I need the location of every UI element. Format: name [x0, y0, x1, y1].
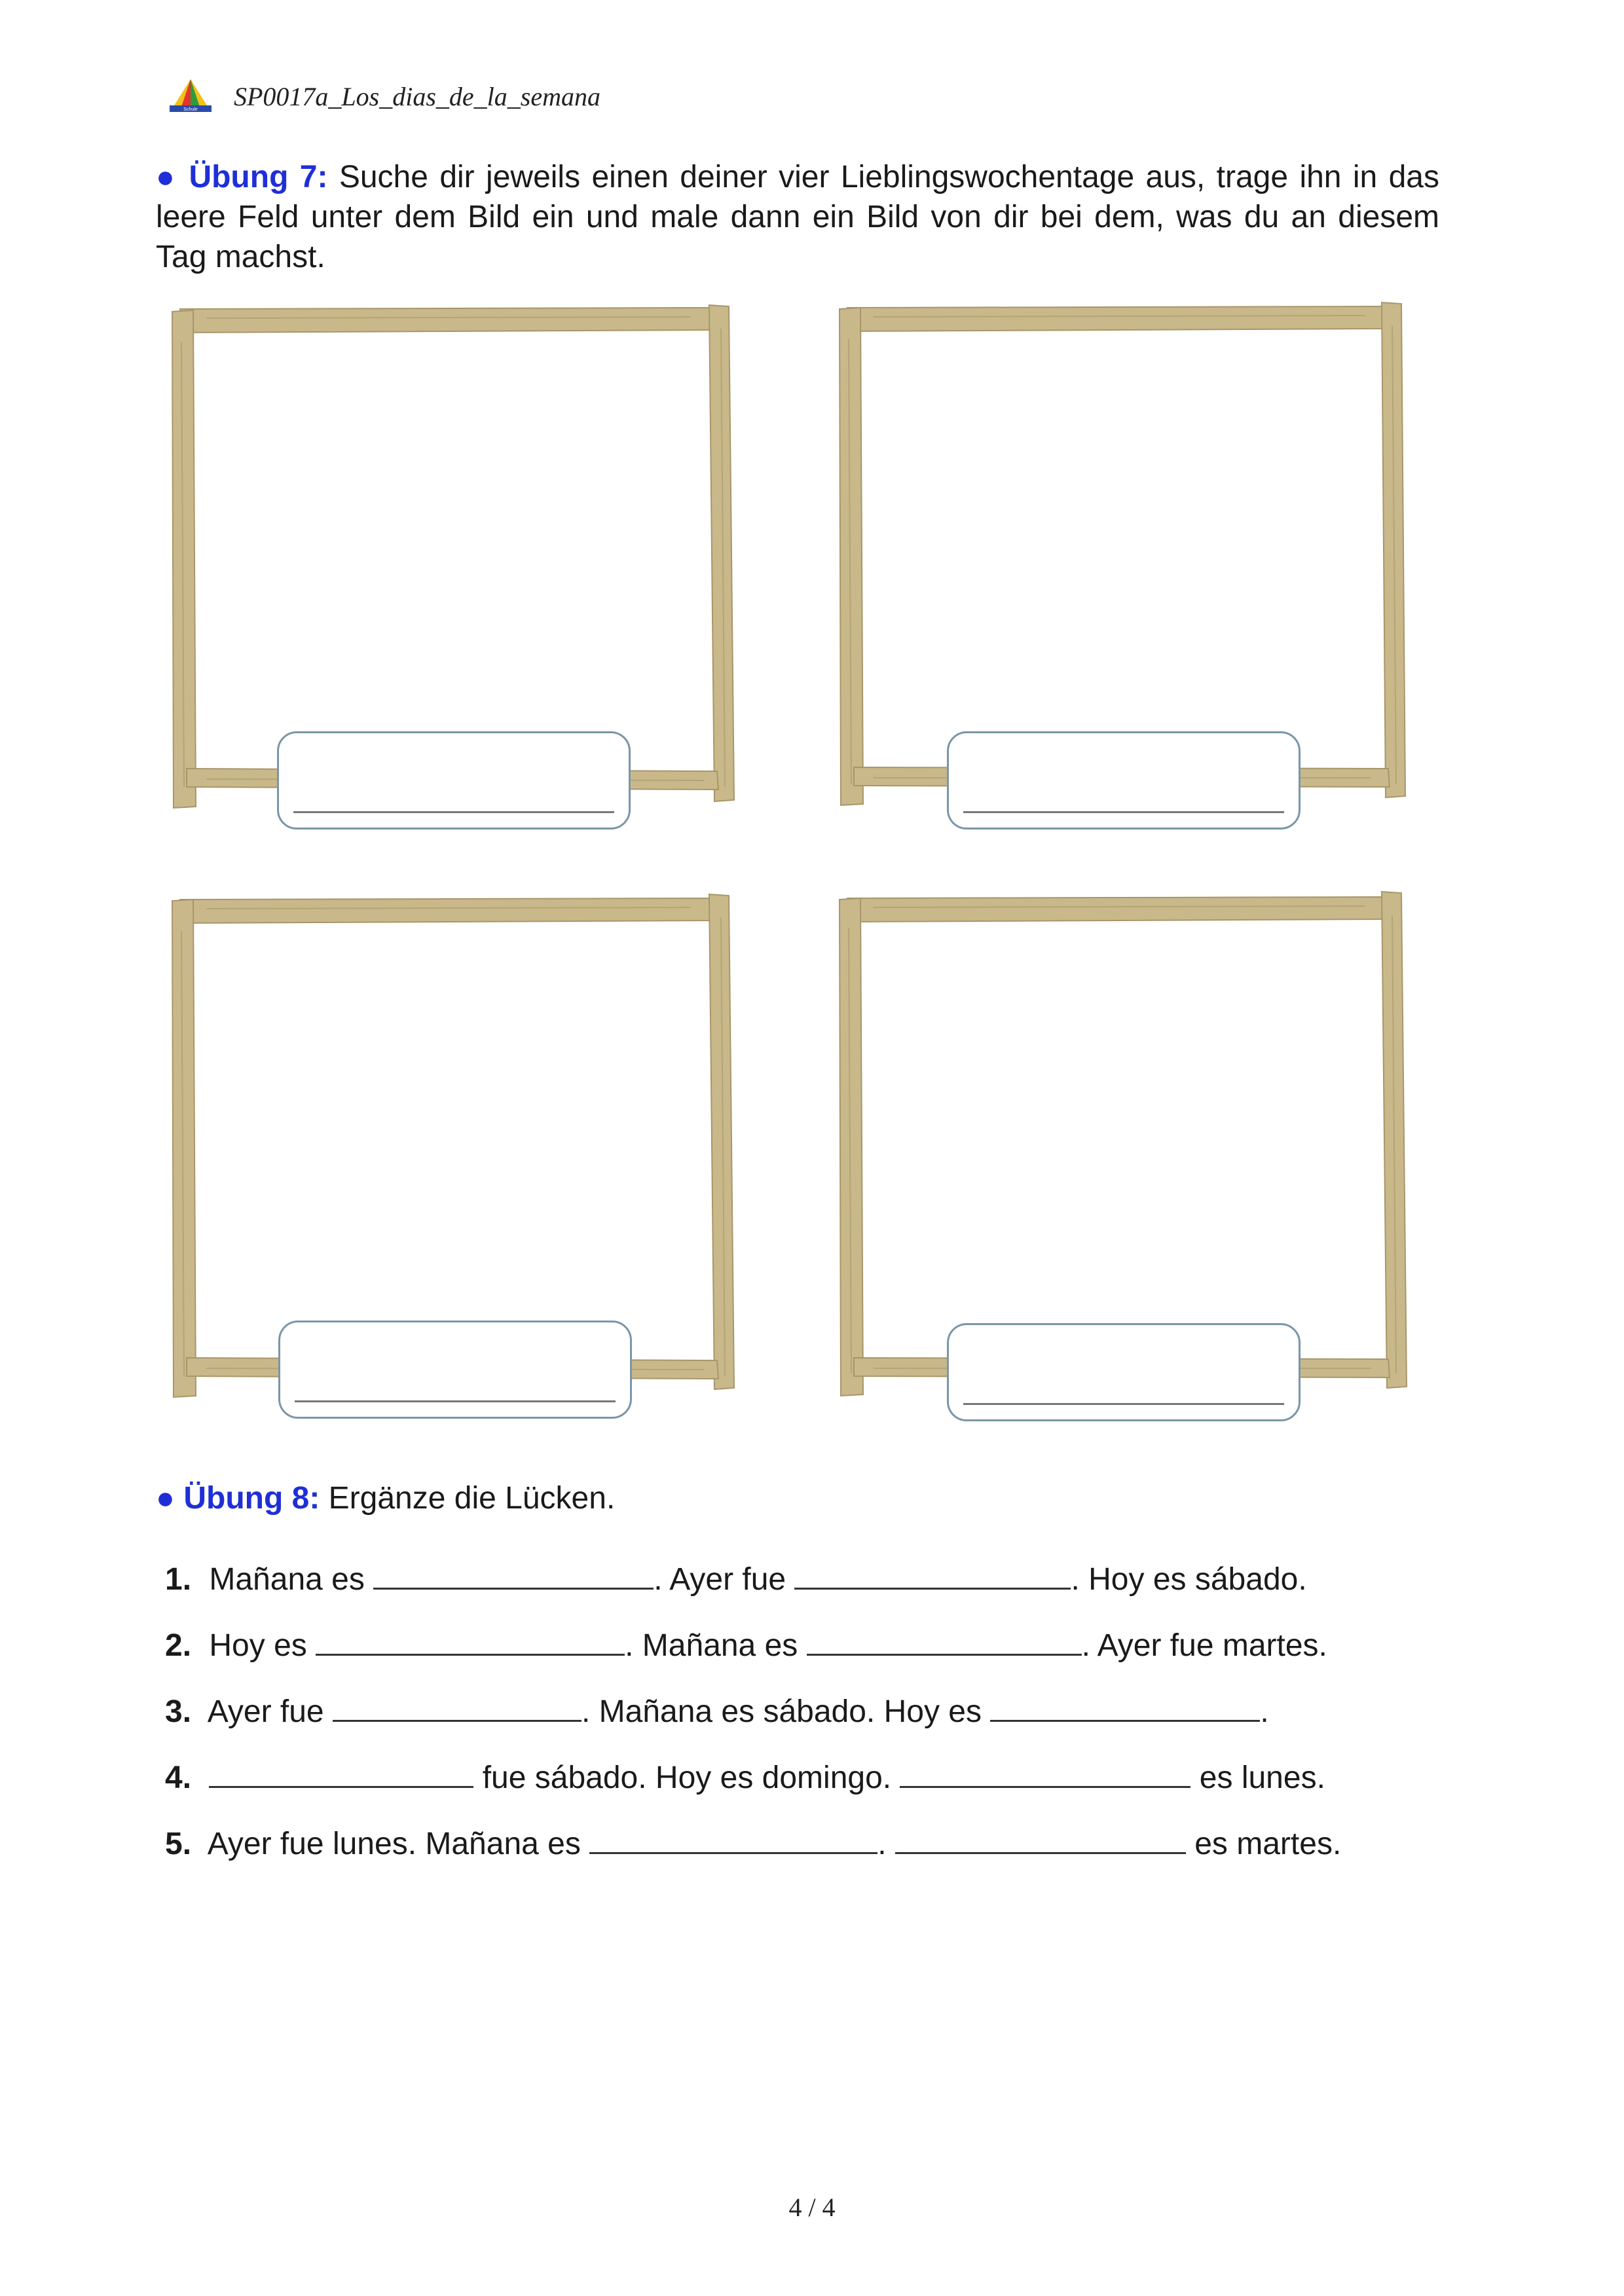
sentence-number: 2.: [165, 1628, 192, 1663]
day-label-box-1[interactable]: [277, 731, 631, 829]
day-label-box-3[interactable]: [278, 1321, 632, 1419]
sentence-text: fue sábado. Hoy es domingo.: [473, 1760, 900, 1795]
page-number: 4 / 4: [788, 2193, 836, 2222]
sentence-number: 3.: [165, 1694, 192, 1729]
sentence-text: . Mañana es sábado. Hoy es: [581, 1694, 991, 1729]
blank-5a[interactable]: [589, 1823, 877, 1854]
blank-2a[interactable]: [316, 1625, 625, 1656]
sentence-3: [165, 1679, 1449, 1745]
sentence-5: [165, 1811, 1449, 1877]
blank-3a[interactable]: [333, 1691, 581, 1722]
sentence-text: [200, 1760, 209, 1795]
blank-5b[interactable]: [895, 1823, 1186, 1854]
blank-1b[interactable]: [794, 1559, 1071, 1590]
sentence-text: Hoy es: [200, 1628, 316, 1663]
writing-line: [295, 1400, 616, 1402]
drawing-frame-4[interactable]: [834, 889, 1414, 1406]
exercise-7-text: Suche dir jeweils einen deiner vier Lieblingswochentage aus, trage ihn in das leere Feld unter dem Bild ein und male dann ein Bild von dir bei dem, was du an diesem Tag machst.: [156, 160, 1440, 274]
document-title: SP0017a_Los_dias_de_la_semana: [234, 81, 600, 111]
svg-text:Schule: Schule: [183, 107, 198, 112]
day-label-box-2[interactable]: [947, 731, 1301, 829]
blank-1a[interactable]: [373, 1559, 654, 1590]
sentence-2: [165, 1613, 1449, 1679]
sentence-text: .: [877, 1827, 895, 1861]
blank-4a[interactable]: [209, 1757, 473, 1788]
sentence-text: . Ayer fue martes.: [1081, 1628, 1327, 1663]
sentence-text: . Ayer fue: [654, 1562, 795, 1597]
sentence-number: 1.: [165, 1562, 192, 1597]
writing-line: [293, 811, 614, 813]
drawing-frame-3[interactable]: [167, 892, 747, 1409]
exercise-7-label: Übung 7:: [189, 160, 328, 194]
blank-2b[interactable]: [807, 1625, 1082, 1656]
drawing-frame-2[interactable]: [834, 300, 1414, 817]
bullet-icon: ●: [156, 160, 178, 194]
sentence-4: [165, 1745, 1449, 1811]
writing-line: [963, 811, 1284, 813]
exercise-8-text: Ergänze die Lücken.: [320, 1481, 616, 1516]
exercise-8-instructions: [156, 1478, 1439, 1518]
sentence-text: Ayer fue lunes. Mañana es: [200, 1827, 590, 1861]
pyramid-logo-icon: [167, 77, 214, 116]
sentence-text: es martes.: [1185, 1827, 1342, 1861]
exercise-7-instructions: [156, 157, 1439, 277]
sentence-1: [165, 1546, 1449, 1613]
blank-3b[interactable]: [990, 1691, 1260, 1722]
sentence-text: .: [1260, 1694, 1269, 1729]
page-header: [167, 73, 600, 119]
exercise-8-label: Übung 8:: [183, 1481, 320, 1516]
sentence-number: 5.: [165, 1827, 192, 1861]
bullet-icon: ●: [156, 1481, 175, 1516]
sentence-text: . Mañana es: [625, 1628, 807, 1663]
sentence-text: es lunes.: [1190, 1760, 1325, 1795]
sentence-number: 4.: [165, 1760, 192, 1795]
sentence-text: Mañana es: [200, 1562, 374, 1597]
writing-line: [963, 1403, 1284, 1405]
fill-in-sentences: [165, 1546, 1449, 1877]
sentence-text: Ayer fue: [200, 1694, 333, 1729]
day-label-box-4[interactable]: [947, 1323, 1301, 1421]
sentence-text: . Hoy es sábado.: [1071, 1562, 1307, 1597]
drawing-frame-1[interactable]: [167, 302, 747, 820]
blank-4b[interactable]: [900, 1757, 1190, 1788]
